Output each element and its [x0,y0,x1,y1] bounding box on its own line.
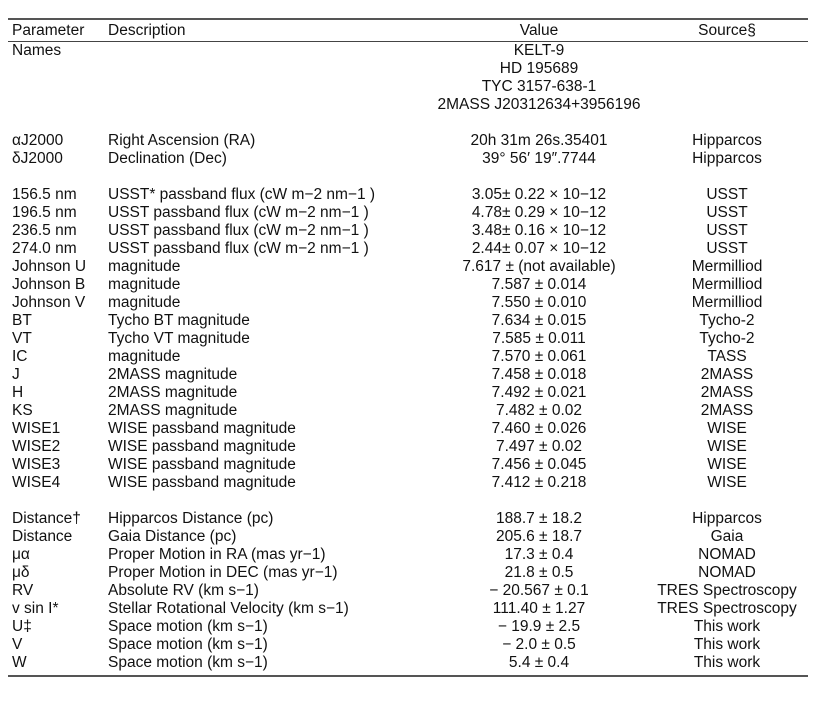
source-cell: Mermilliod [691,258,763,275]
param-cell: δJ2000 [12,150,63,167]
source-cell: This work [693,636,761,653]
source-cell: TASS [707,348,747,365]
description-cell: Right Ascension (RA) [108,132,256,149]
description-cell: WISE passband magnitude [108,438,296,455]
param-cell: WISE4 [12,474,61,491]
param-cell: Johnson U [12,258,87,275]
value-cell: 7.482 ± 0.02 [495,402,583,419]
source-cell: WISE [707,474,747,491]
description-cell: Space motion (km s−1) [108,636,268,653]
source-cell: Tycho-2 [699,330,755,347]
source-cell: USST [706,186,748,203]
param-cell: IC [12,348,28,365]
source-cell: Hipparcos [692,510,762,527]
group-spacer [8,168,808,186]
value-cell: 7.458 ± 0.018 [491,366,587,383]
table-row [8,600,808,618]
description-cell: Space motion (km s−1) [108,654,268,671]
group-spacer [8,492,808,510]
source-cell: TRES Spectroscopy [657,600,797,617]
source-cell: NOMAD [698,546,756,563]
table-row [8,636,808,654]
value-cell: 7.497 ± 0.02 [495,438,583,455]
stellar-properties-table [8,20,808,41]
param-cell: H [12,384,24,401]
source-cell: USST [706,240,748,257]
description-cell: magnitude [108,294,181,311]
value-cell: 188.7 ± 18.2 [495,510,583,527]
description-cell: USST passband flux (cW m−2 nm−1 ) [108,204,369,221]
table-row [8,546,808,564]
source-cell: Mermilliod [691,294,763,311]
name-item: HD 195689 [499,60,579,77]
group-spacer-cell [8,168,808,186]
description-cell: Gaia Distance (pc) [108,528,237,545]
table-row [8,294,808,312]
table-row [8,186,808,204]
description-cell: Declination (Dec) [108,150,227,167]
param-cell: 274.0 nm [12,240,77,257]
header-description: Description [108,22,186,39]
value-cell: 7.412 ± 0.218 [491,474,587,491]
value-cell: 7.550 ± 0.010 [491,294,587,311]
param-cell: Johnson B [12,276,86,293]
param-cell: BT [12,312,32,329]
description-cell: 2MASS magnitude [108,402,238,419]
param-cell: μδ [12,564,30,581]
param-cell: 236.5 nm [12,222,77,239]
value-cell: 7.585 ± 0.011 [492,330,586,347]
source-cell: TRES Spectroscopy [657,582,797,599]
source-cell: WISE [707,420,747,437]
names-row [8,42,808,114]
description-cell: Tycho VT magnitude [108,330,250,347]
param-cell: RV [12,582,34,599]
source-cell: NOMAD [698,564,756,581]
param-cell: Distance [12,528,73,545]
value-cell: 7.634 ± 0.015 [491,312,587,329]
param-cell: WISE3 [12,456,61,473]
param-cell: WISE1 [12,420,61,437]
description-cell: Hipparcos Distance (pc) [108,510,274,527]
source-cell: WISE [707,456,747,473]
table-row [8,582,808,600]
source-cell: WISE [707,438,747,455]
description-cell: WISE passband magnitude [108,456,296,473]
param-cell: Distance† [12,510,81,527]
description-cell: USST passband flux (cW m−2 nm−1 ) [108,222,369,239]
names-list [432,42,646,114]
name-item: KELT-9 [513,42,565,59]
value-cell: 4.78± 0.29 × 10−12 [471,204,607,221]
table-row [8,420,808,438]
source-cell: Mermilliod [691,276,763,293]
param-cell: W [12,654,27,671]
source-cell: USST [706,204,748,221]
description-cell: WISE passband magnitude [108,474,296,491]
value-cell: 7.570 ± 0.061 [491,348,587,365]
source-cell: 2MASS [700,402,754,419]
table-row [8,150,808,168]
param-cell: Johnson V [12,294,86,311]
description-cell: Proper Motion in RA (mas yr−1) [108,546,326,563]
param-cell: μα [12,546,30,563]
names-label: Names [12,42,62,59]
table-row [8,510,808,528]
source-cell: Hipparcos [692,132,762,149]
source-cell: USST [706,222,748,239]
stellar-properties-body [8,42,808,672]
header-parameter: Parameter [12,22,85,39]
table-row [8,240,808,258]
table-row [8,456,808,474]
value-cell: − 2.0 ± 0.5 [502,636,576,653]
param-cell: VT [12,330,32,347]
table-row [8,276,808,294]
value-cell: 7.617 ± (not available) [462,258,616,275]
group-spacer-cell [8,492,808,510]
table-row [8,312,808,330]
description-cell: 2MASS magnitude [108,366,238,383]
source-cell: 2MASS [700,366,754,383]
value-cell: 7.460 ± 0.026 [491,420,587,437]
name-item: TYC 3157-638-1 [481,78,597,95]
description-cell: Tycho BT magnitude [108,312,250,329]
value-cell: 111.40 ± 1.27 [492,600,586,617]
table-row [8,654,808,672]
table-row [8,258,808,276]
description-cell: magnitude [108,276,181,293]
description-cell: Absolute RV (km s−1) [108,582,259,599]
value-cell: 3.05± 0.22 × 10−12 [471,186,607,203]
param-cell: KS [12,402,33,419]
name-item: 2MASS J20312634+3956196 [437,96,641,113]
description-cell: USST passband flux (cW m−2 nm−1 ) [108,240,369,257]
description-cell: 2MASS magnitude [108,384,238,401]
param-cell: J [12,366,20,383]
value-cell: 7.456 ± 0.045 [491,456,587,473]
value-cell: 20h 31m 26s.35401 [470,132,608,149]
source-cell: Tycho-2 [699,312,755,329]
value-cell: 5.4 ± 0.4 [508,654,570,671]
group-spacer [8,114,808,132]
value-cell: 17.3 ± 0.4 [504,546,574,563]
param-cell: WISE2 [12,438,61,455]
value-cell: 21.8 ± 0.5 [504,564,574,581]
table-row [8,618,808,636]
table-row [8,222,808,240]
table-row [8,402,808,420]
table-row [8,528,808,546]
value-cell: 3.48± 0.16 × 10−12 [471,222,607,239]
value-cell: 2.44± 0.07 × 10−12 [471,240,607,257]
value-cell: 7.587 ± 0.014 [491,276,587,293]
header-source: Source§ [698,22,756,39]
table-row [8,474,808,492]
table-row [8,204,808,222]
table-row [8,366,808,384]
description-cell: Stellar Rotational Velocity (km s−1) [108,600,349,617]
bottom-rule [8,675,808,677]
header-value: Value [519,22,559,39]
table-row [8,132,808,150]
param-cell: αJ2000 [12,132,64,149]
names-description [104,42,432,114]
param-cell: 196.5 nm [12,204,77,221]
description-cell: USST* passband flux (cW m−2 nm−1 ) [108,186,376,203]
header-row [8,20,808,41]
value-cell: 205.6 ± 18.7 [495,528,583,545]
group-spacer-cell [8,114,808,132]
description-cell: WISE passband magnitude [108,420,296,437]
table-row [8,348,808,366]
table-row [8,330,808,348]
table-row [8,564,808,582]
param-cell: 156.5 nm [12,186,77,203]
param-cell: v sin I* [12,600,59,617]
source-cell: This work [693,654,761,671]
source-cell: Gaia [710,528,744,545]
source-cell: This work [693,618,761,635]
stellar-properties-table-container [8,18,808,677]
description-cell: magnitude [108,348,181,365]
value-cell: − 19.9 ± 2.5 [497,618,581,635]
description-cell: Proper Motion in DEC (mas yr−1) [108,564,338,581]
description-cell: magnitude [108,258,181,275]
param-cell: V [12,636,23,653]
names-source [646,42,808,114]
value-cell: − 20.567 ± 0.1 [489,582,589,599]
value-cell: 39° 56′ 19″.7744 [482,150,596,167]
description-cell: Space motion (km s−1) [108,618,268,635]
table-row [8,438,808,456]
param-cell: U‡ [12,618,32,635]
value-cell: 7.492 ± 0.021 [491,384,587,401]
table-row [8,384,808,402]
source-cell: 2MASS [700,384,754,401]
source-cell: Hipparcos [692,150,762,167]
